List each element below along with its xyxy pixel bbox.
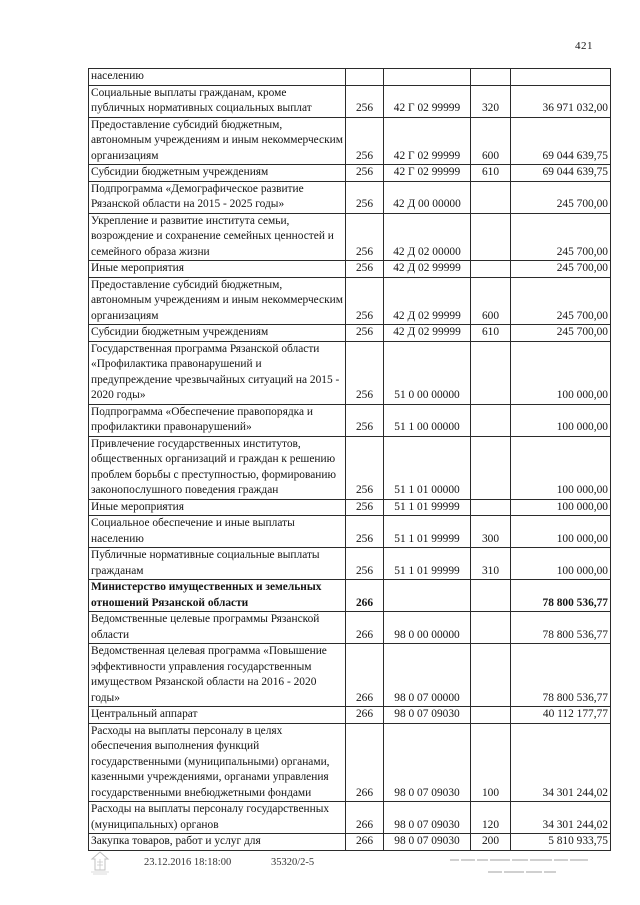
item-name-cell: Предоставление субсидий бюджетным, автономным учреждениям и иным некоммерческим организациям (89, 277, 346, 325)
ministry-code-cell: 256 (346, 261, 384, 278)
expense-type-cell (471, 404, 511, 436)
item-name-cell: Министерство имущественных и земельных отношений Рязанской области (89, 580, 346, 612)
amount-cell: 78 800 536,77 (511, 612, 611, 644)
print-timestamp: 23.12.2016 18:18:00 (144, 857, 232, 868)
expense-type-cell (471, 69, 511, 86)
amount-cell: 245 700,00 (511, 181, 611, 213)
item-name-cell: Социальное обеспечение и иные выплаты населению (89, 516, 346, 548)
table-row (89, 612, 611, 644)
item-name-cell: Закупка товаров, работ и услуг для (89, 834, 346, 851)
amount-cell: 40 112 177,77 (511, 707, 611, 724)
target-article-cell: 98 0 07 09030 (384, 707, 471, 724)
amount-cell: 100 000,00 (511, 548, 611, 580)
target-article-cell: 98 0 00 00000 (384, 612, 471, 644)
amount-cell: 34 301 244,02 (511, 723, 611, 802)
target-article-cell: 51 1 01 00000 (384, 436, 471, 499)
expense-type-cell (471, 644, 511, 707)
expense-type-cell (471, 707, 511, 724)
item-name-cell: Ведомственная целевая программа «Повышение эффективности управления государственным имуществом Рязанской области на 2016 - 2020 годы» (89, 644, 346, 707)
item-name-cell: Иные мероприятия (89, 499, 346, 516)
expense-type-cell: 310 (471, 548, 511, 580)
target-article-cell: 51 1 01 99999 (384, 548, 471, 580)
item-name-cell: Расходы на выплаты персоналу государственных (муниципальных) органов (89, 802, 346, 834)
target-article-cell: 51 1 00 00000 (384, 404, 471, 436)
ministry-code-cell: 266 (346, 723, 384, 802)
amount-cell: 100 000,00 (511, 516, 611, 548)
table-row (89, 261, 611, 278)
target-article-cell: 42 Г 02 99999 (384, 85, 471, 117)
budget-table-body (89, 69, 611, 851)
ministry-code-cell: 256 (346, 325, 384, 342)
amount-cell: 100 000,00 (511, 404, 611, 436)
item-name-cell: Привлечение государственных институтов, общественных организаций и граждан к решению проблем борьбы с преступностью, формированию законопослушного поведения граждан (89, 436, 346, 499)
target-article-cell: 98 0 07 09030 (384, 802, 471, 834)
electronic-signature-stamp (448, 856, 598, 882)
target-article-cell: 51 1 01 99999 (384, 516, 471, 548)
item-name-cell: Иные мероприятия (89, 261, 346, 278)
amount-cell: 100 000,00 (511, 341, 611, 404)
ministry-code-cell: 256 (346, 516, 384, 548)
expense-type-cell (471, 580, 511, 612)
expense-type-cell: 600 (471, 117, 511, 165)
expense-type-cell: 610 (471, 325, 511, 342)
item-name-cell: Укрепление и развитие института семьи, возрождение и сохранение семейных ценностей и семейного образа жизни (89, 213, 346, 261)
table-row (89, 181, 611, 213)
expense-type-cell (471, 499, 511, 516)
amount-cell: 36 971 032,00 (511, 85, 611, 117)
table-row (89, 644, 611, 707)
table-row (89, 325, 611, 342)
amount-cell: 69 044 639,75 (511, 117, 611, 165)
item-name-cell: Ведомственные целевые программы Рязанской области (89, 612, 346, 644)
amount-cell: 100 000,00 (511, 499, 611, 516)
ministry-code-cell (346, 69, 384, 86)
target-article-cell: 42 Д 02 99999 (384, 277, 471, 325)
ministry-code-cell: 266 (346, 707, 384, 724)
expense-type-cell (471, 181, 511, 213)
item-name-cell: Субсидии бюджетным учреждениям (89, 165, 346, 182)
expense-type-cell: 320 (471, 85, 511, 117)
item-name-cell: Расходы на выплаты персоналу в целях обеспечения выполнения функций государственными (муниципальными) органами, казенными учреждениями, органами управления государственными внебюджетными фондами (89, 723, 346, 802)
item-name-cell: населению (89, 69, 346, 86)
table-row (89, 85, 611, 117)
table-row (89, 213, 611, 261)
amount-cell: 78 800 536,77 (511, 644, 611, 707)
table-row (89, 69, 611, 86)
ministry-code-cell: 266 (346, 834, 384, 851)
ministry-code-cell: 256 (346, 436, 384, 499)
ministry-code-cell: 256 (346, 548, 384, 580)
target-article-cell: 42 Г 02 99999 (384, 117, 471, 165)
table-row (89, 516, 611, 548)
table-row (89, 117, 611, 165)
expense-type-cell: 600 (471, 277, 511, 325)
coat-of-arms-emblem-icon (88, 850, 112, 876)
amount-cell: 78 800 536,77 (511, 580, 611, 612)
table-row (89, 277, 611, 325)
item-name-cell: Предоставление субсидий бюджетным, автономным учреждениям и иным некоммерческим организациям (89, 117, 346, 165)
item-name-cell: Субсидии бюджетным учреждениям (89, 325, 346, 342)
expense-type-cell (471, 436, 511, 499)
table-row (89, 165, 611, 182)
table-row (89, 834, 611, 851)
target-article-cell: 42 Д 02 00000 (384, 213, 471, 261)
page-number: 421 (575, 40, 593, 52)
target-article-cell: 51 0 00 00000 (384, 341, 471, 404)
target-article-cell: 98 0 07 00000 (384, 644, 471, 707)
table-row (89, 723, 611, 802)
amount-cell: 245 700,00 (511, 213, 611, 261)
ministry-code-cell: 256 (346, 181, 384, 213)
target-article-cell: 42 Д 02 99999 (384, 325, 471, 342)
expense-type-cell: 200 (471, 834, 511, 851)
ministry-code-cell: 256 (346, 404, 384, 436)
ministry-code-cell: 266 (346, 802, 384, 834)
item-name-cell: Публичные нормативные социальные выплаты гражданам (89, 548, 346, 580)
expense-type-cell (471, 612, 511, 644)
table-row (89, 707, 611, 724)
item-name-cell: Социальные выплаты гражданам, кроме публичных нормативных социальных выплат (89, 85, 346, 117)
amount-cell: 69 044 639,75 (511, 165, 611, 182)
amount-cell: 5 810 933,75 (511, 834, 611, 851)
amount-cell (511, 69, 611, 86)
amount-cell: 245 700,00 (511, 325, 611, 342)
table-row (89, 802, 611, 834)
ministry-code-cell: 256 (346, 85, 384, 117)
expense-type-cell: 610 (471, 165, 511, 182)
ministry-code-cell: 256 (346, 341, 384, 404)
target-article-cell (384, 580, 471, 612)
item-name-cell: Подпрограмма «Демографическое развитие Рязанской области на 2015 - 2025 годы» (89, 181, 346, 213)
table-row (89, 404, 611, 436)
document-code: 35320/2-5 (271, 857, 315, 868)
target-article-cell: 42 Г 02 99999 (384, 165, 471, 182)
ministry-code-cell: 256 (346, 213, 384, 261)
expense-type-cell: 300 (471, 516, 511, 548)
ministry-code-cell: 256 (346, 165, 384, 182)
expense-type-cell: 120 (471, 802, 511, 834)
expense-type-cell (471, 261, 511, 278)
table-row (89, 548, 611, 580)
target-article-cell (384, 69, 471, 86)
ministry-code-cell: 256 (346, 499, 384, 516)
expense-type-cell (471, 341, 511, 404)
ministry-code-cell: 266 (346, 644, 384, 707)
target-article-cell: 42 Д 00 00000 (384, 181, 471, 213)
ministry-code-cell: 256 (346, 277, 384, 325)
amount-cell: 100 000,00 (511, 436, 611, 499)
expense-type-cell (471, 213, 511, 261)
ministry-code-cell: 266 (346, 580, 384, 612)
amount-cell: 34 301 244,02 (511, 802, 611, 834)
table-row (89, 436, 611, 499)
item-name-cell: Государственная программа Рязанской области «Профилактика правонарушений и предупреждение чрезвычайных ситуаций на 2015 - 2020 годы» (89, 341, 346, 404)
table-row (89, 341, 611, 404)
target-article-cell: 98 0 07 09030 (384, 834, 471, 851)
table-row (89, 499, 611, 516)
target-article-cell: 51 1 01 99999 (384, 499, 471, 516)
amount-cell: 245 700,00 (511, 277, 611, 325)
budget-table (88, 68, 611, 851)
ministry-code-cell: 266 (346, 612, 384, 644)
table-row (89, 580, 611, 612)
expense-type-cell: 100 (471, 723, 511, 802)
ministry-code-cell: 256 (346, 117, 384, 165)
item-name-cell: Подпрограмма «Обеспечение правопорядка и профилактики правонарушений» (89, 404, 346, 436)
target-article-cell: 98 0 07 09030 (384, 723, 471, 802)
amount-cell: 245 700,00 (511, 261, 611, 278)
item-name-cell: Центральный аппарат (89, 707, 346, 724)
target-article-cell: 42 Д 02 99999 (384, 261, 471, 278)
